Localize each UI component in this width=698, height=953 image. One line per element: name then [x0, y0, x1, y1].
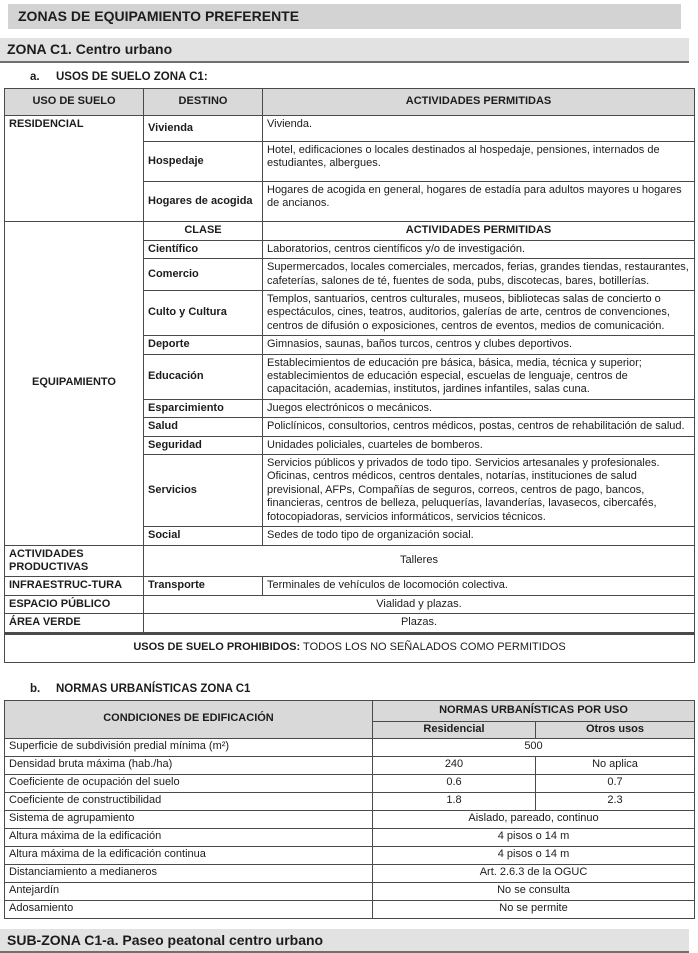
equipamiento-subheader-row [5, 221, 695, 240]
table-row-distanciamiento [5, 864, 695, 882]
cell-actividades: Hotel, edificaciones o locales destinados al hospedaje, pensiones, internados de estudiantes, albergues. [263, 141, 695, 181]
cell-actividades: Gimnasios, saunas, baños turcos, centros y clubes deportivos. [263, 336, 695, 354]
cell-valor: Aislado, pareado, continuo [373, 810, 695, 828]
main-title-bar [8, 4, 681, 29]
cell-valor: No se permite [373, 900, 695, 918]
table-row-agrupamiento [5, 810, 695, 828]
table-row-superficie [5, 738, 695, 756]
cell-condicion: Altura máxima de la edificación [5, 828, 373, 846]
cell-condicion: Altura máxima de la edificación continua [5, 846, 373, 864]
cell-clase: Culto y Cultura [144, 291, 263, 336]
cell-condicion: Coeficiente de ocupación del suelo [5, 774, 373, 792]
cell-actividades: Establecimientos de educación pre básica, básica, media, técnica y superior; establecimientos de educación especial, escuelas de lenguaje, centros de capacitación, academias, institutos, jardines infantiles, salas cuna. [263, 354, 695, 399]
table-row-usos-prohibidos [5, 633, 695, 662]
cell-valor-otros: No aplica [536, 756, 695, 774]
cell-actividades: Supermercados, locales comerciales, mercados, ferias, grandes tiendas, restaurantes, cafeterías, salones de té, fuentes de soda, pubs, discotecas, bares, botillerías. [263, 259, 695, 291]
cell-clase: Comercio [144, 259, 263, 291]
col-header-residencial: Residencial [373, 721, 536, 738]
cell-condicion: Coeficiente de constructibilidad [5, 792, 373, 810]
table-row-altura-maxima [5, 828, 695, 846]
cell-actividades: Sedes de todo tipo de organización social. [263, 527, 695, 545]
table-row-adosamiento [5, 900, 695, 918]
table-row-infraestructura [5, 577, 695, 595]
section-a-heading [30, 71, 698, 83]
cell-vialidad: Vialidad y plazas. [144, 595, 695, 613]
cell-actividades: Templos, santuarios, centros culturales, museos, bibliotecas salas de concierto o espectáculos, cines, teatros, auditorios, galerías de arte, centros de convenciones, centros de difusión o exposiciones, centros de eventos, medios de comunicación. [263, 291, 695, 336]
cell-destino-transporte: Transporte [144, 577, 263, 595]
cell-condicion: Densidad bruta máxima (hab./ha) [5, 756, 373, 774]
section-b-title: NORMAS URBANÍSTICAS ZONA C1 [56, 682, 251, 695]
cell-uso-infraestructura: INFRAESTRUC-TURA [5, 577, 144, 595]
zone-title-bar [0, 38, 689, 62]
cell-clase: Salud [144, 418, 263, 436]
cell-clase: Científico [144, 240, 263, 258]
cell-destino: Hogares de acogida [144, 181, 263, 221]
cell-clase: Esparcimiento [144, 399, 263, 417]
usos-prohibidos-label: USOS DE SUELO PROHIBIDOS: [133, 641, 301, 654]
subzone-title: SUB-ZONA C1-a. Paseo peatonal centro urbano [7, 931, 324, 948]
table-row-altura-continua [5, 846, 695, 864]
cell-condicion: Sistema de agrupamiento [5, 810, 373, 828]
table-row-actividades-productivas [5, 545, 695, 577]
header-normas-por-uso: NORMAS URBANÍSTICAS POR USO [373, 700, 695, 721]
cell-plazas: Plazas. [144, 614, 695, 633]
usos-de-suelo-table [4, 88, 695, 663]
col-header-actividades: ACTIVIDADES PERMITIDAS [263, 88, 695, 115]
cell-uso-espacio-publico: ESPACIO PÚBLICO [5, 595, 144, 613]
cell-condicion: Adosamiento [5, 900, 373, 918]
cell-uso-equipamiento: EQUIPAMIENTO [5, 221, 144, 545]
table-row-area-verde [5, 614, 695, 633]
main-title: ZONAS DE EQUIPAMIENTO PREFERENTE [18, 8, 300, 24]
cell-clase: Seguridad [144, 436, 263, 454]
cell-condicion: Distanciamiento a medianeros [5, 864, 373, 882]
subzone-title-bar [0, 929, 689, 953]
table-row-vivienda [5, 115, 695, 141]
cell-valor: Art. 2.6.3 de la OGUC [373, 864, 695, 882]
cell-destino: Hospedaje [144, 141, 263, 181]
normas-header-row-1 [5, 700, 695, 721]
cell-clase: Deporte [144, 336, 263, 354]
cell-actividades: Vivienda. [263, 115, 695, 141]
usos-table-header-row [5, 88, 695, 115]
usos-prohibidos-text: TODOS LOS NO SEÑALADOS COMO PERMITIDOS [300, 641, 566, 654]
cell-actividades: Terminales de vehículos de locomoción colectiva. [263, 577, 695, 595]
cell-clase: Social [144, 527, 263, 545]
subheader-actividades: ACTIVIDADES PERMITIDAS [263, 221, 695, 240]
cell-clase: Educación [144, 354, 263, 399]
cell-uso-area-verde: ÁREA VERDE [5, 614, 144, 633]
cell-actividades: Servicios públicos y privados de todo tipo. Servicios artesanales y profesionales. Oficinas, centros médicos, centros dentales, notarías, instituciones de salud previsional, AFPs, Compañías de seguros, correos, centros de pago, bancos, financieras, centros de belleza, peluquerías, lavanderías, lavasecos, cibercafés, fotocopiadoras, servicios informáticos, servicios técnicos. [263, 455, 695, 527]
section-b-marker: b. [30, 682, 41, 695]
cell-valor-otros: 2.3 [536, 792, 695, 810]
cell-actividades: Unidades policiales, cuarteles de bomberos. [263, 436, 695, 454]
cell-valor: No se consulta [373, 882, 695, 900]
subheader-clase: CLASE [144, 221, 263, 240]
cell-actividades: Policlínicos, consultorios, centros médicos, postas, centros de rehabilitación de salud. [263, 418, 695, 436]
col-header-uso-de-suelo: USO DE SUELO [5, 88, 144, 115]
cell-destino: Vivienda [144, 115, 263, 141]
cell-valor-residencial: 1.8 [373, 792, 536, 810]
cell-valor-otros: 0.7 [536, 774, 695, 792]
table-row-espacio-publico [5, 595, 695, 613]
cell-condicion: Antejardín [5, 882, 373, 900]
table-row-densidad [5, 756, 695, 774]
cell-usos-prohibidos [5, 633, 695, 662]
cell-valor: 4 pisos o 14 m [373, 828, 695, 846]
section-a-title: USOS DE SUELO ZONA C1: [56, 70, 208, 83]
col-header-destino: DESTINO [144, 88, 263, 115]
table-row-ocupacion [5, 774, 695, 792]
cell-actividades: Hogares de acogida en general, hogares de estadía para adultos mayores u hogares de ancianos. [263, 181, 695, 221]
cell-actividades: Juegos electrónicos o mecánicos. [263, 399, 695, 417]
col-header-otros-usos: Otros usos [536, 721, 695, 738]
cell-valor-residencial: 0.6 [373, 774, 536, 792]
cell-talleres: Talleres [144, 545, 695, 577]
cell-valor: 4 pisos o 14 m [373, 846, 695, 864]
cell-condicion: Superficie de subdivisión predial mínima (m²) [5, 738, 373, 756]
table-row-constructibilidad [5, 792, 695, 810]
normas-urbanisticas-table [4, 700, 695, 919]
section-a-marker: a. [30, 70, 40, 83]
header-condiciones-edificacion: CONDICIONES DE EDIFICACIÓN [5, 700, 373, 738]
zone-title: ZONA C1. Centro urbano [7, 41, 173, 58]
cell-uso-actividades-productivas: ACTIVIDADES PRODUCTIVAS [5, 545, 144, 577]
cell-uso-residencial: RESIDENCIAL [5, 115, 144, 221]
cell-valor: 500 [373, 738, 695, 756]
table-row-antejardin [5, 882, 695, 900]
section-b-heading [30, 683, 698, 695]
cell-actividades: Laboratorios, centros científicos y/o de investigación. [263, 240, 695, 258]
cell-valor-residencial: 240 [373, 756, 536, 774]
cell-clase: Servicios [144, 455, 263, 527]
